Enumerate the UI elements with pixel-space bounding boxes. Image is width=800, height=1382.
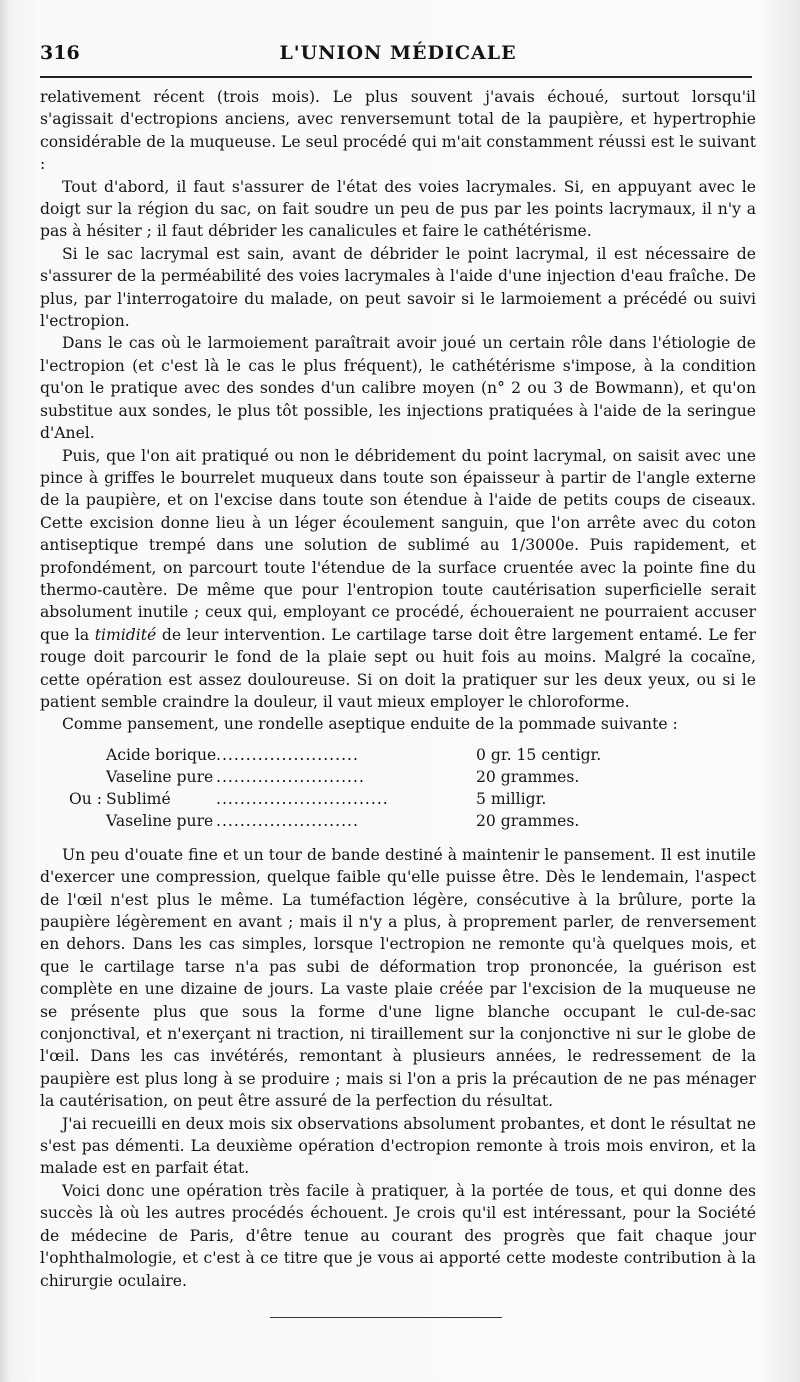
dot-leader: ........................ xyxy=(216,811,359,830)
dot-leader: ............................. xyxy=(216,789,389,808)
closing-rule xyxy=(270,1317,502,1318)
prescription-quantity: 5 milligr. xyxy=(476,789,547,808)
prescription-drug: Acide borique xyxy=(106,745,217,764)
article-body xyxy=(40,86,756,1292)
prescription-row xyxy=(40,766,756,788)
paragraph: relativement récent (trois mois). Le plus souvent j'avais échoué, surtout lorsqu'il s'agissait d'ectropions anciens, avec renversemunt total de la paupière, et hypertrophie considérable de la muqueuse. Le seul procédé qui m'ait constamment réussi est le suivant : xyxy=(40,88,756,174)
header-rule xyxy=(40,76,752,78)
prescription-row xyxy=(40,744,756,766)
prescription-quantity: 20 grammes. xyxy=(476,811,580,830)
prescription-prefix: Ou : xyxy=(68,789,102,808)
paragraph: J'ai recueilli en deux mois six observations absolument probantes, et dont le résultat ne s'est pas démenti. La deuxième opération d'ectropion remonte à trois mois environ, et la malade est en parfait état. xyxy=(40,1114,756,1178)
paragraph: Un peu d'ouate fine et un tour de bande destiné à maintenir le pansement. Il est inutile d'exercer une compression, quelque faible qu'elle puisse être. Dès le lendemain, l'aspect de l'œil n'est plus le même. La tuméfaction légère, consécutive à la brûlure, porte la paupière légèrement en avant ; mais il n'y a plus, à proprement parler, de renversement en dehors. Dans les cas simples, lorsque l'ectropion ne remonte qu'à quelques mois, et que le cartilage tarse n'a pas subi de déformation trop prononcée, la guérison est complète en une dizaine de jours. La vaste plaie créée par l'excision de la muqueuse ne se présente plus que sous la forme d'une ligne blanche occupant le cul-de-sac conjonctival, et n'exerçant ni traction, ni tiraillement sur la conjonctive ni sur le globe de l'œil. Dans les cas invétérés, remontant à plusieurs années, le redressement de la paupière est plus long à se produire ; mais si l'on a pris la précaution de ne pas ménager la cautérisation, on peut être assuré de la perfection du résultat. xyxy=(40,845,756,1111)
prescription-drug: Vaseline pure xyxy=(106,811,214,830)
page-header xyxy=(40,38,756,68)
paragraph: Comme pansement, une rondelle aseptique enduite de la pommade suivante : xyxy=(62,715,678,734)
paragraph-text: de leur intervention. Le cartilage tarse doit être largement entamé. Le fer rouge doit parcourir le fond de la plaie sept ou huit fois au moins. Malgré la cocaïne, cette opération est assez douloureuse. Si on doit la pratiquer sur les deux yeux, ou si le patient semble craindre la douleur, il vaut mieux employer le chloroforme. xyxy=(40,625,756,711)
prescription xyxy=(40,744,756,832)
prescription-row xyxy=(40,788,756,810)
prescription-quantity: 0 gr. 15 centigr. xyxy=(476,745,602,764)
paragraph-text: Puis, que l'on ait pratiqué ou non le débridement du point lacrymal, on saisit avec une pince à griffes le bourrelet muqueux dans toute son épaisseur à partir de l'angle externe de la paupière, et on l'excise dans toute son étendue à l'aide de petits coups de ciseaux. Cette excision donne lieu à un léger écoulement sanguin, que l'on arrête avec du coton antiseptique trempé dans une solution de sublimé au 1/3000e. Puis rapidement, et profondément, on parcourt toute l'étendue de la surface cruentée avec la pointe fine du thermo-cautère. De même que pour l'entropion toute cautérisation superficielle serait absolument inutile ; ceux qui, employant ce procédé, échoueraient ne pourraient accuser que la xyxy=(40,446,756,644)
page-number: 316 xyxy=(40,42,80,64)
prescription-drug: Vaseline pure xyxy=(106,767,214,786)
dot-leader: ......................... xyxy=(216,767,365,786)
emphasis-text: timidité xyxy=(94,625,157,644)
paragraph: Si le sac lacrymal est sain, avant de débrider le point lacrymal, il est nécessaire de s'assurer de la perméabilité des voies lacrymales à l'aide d'une injection d'eau fraîche. De plus, par l'interrogatoire du malade, on peut savoir si le larmoiement a précédé ou suivi l'ectropion. xyxy=(40,244,756,331)
prescription-row xyxy=(40,810,756,832)
prescription-drug: Sublimé xyxy=(106,789,171,808)
prescription-quantity: 20 grammes. xyxy=(476,767,580,786)
running-title: L'UNION MÉDICALE xyxy=(279,42,517,64)
paragraph: Dans le cas où le larmoiement paraîtrait avoir joué un certain rôle dans l'étiologie de l'ectropion (et c'est là le cas le plus fréquent), le cathétérisme s'impose, à la condition qu'on le pratique avec des sondes d'un calibre moyen (n° 2 ou 3 de Bowmann), et qu'on substitue aux sondes, le plus tôt possible, les injections pratiquées à l'aide de la seringue d'Anel. xyxy=(40,334,756,443)
paragraph: Voici donc une opération très facile à pratiquer, à la portée de tous, et qui donne des succès là où les autres procédés échouent. Je crois qu'il est intéressant, pour la Société de médecine de Paris, d'être tenue au courant des progrès que fait chaque jour l'ophthalmologie, et c'est à ce titre que je vous ai apporté cette modeste contribution à la chirurgie oculaire. xyxy=(40,1181,756,1290)
paragraph: Tout d'abord, il faut s'assurer de l'état des voies lacrymales. Si, en appuyant avec le doigt sur la région du sac, on fait soudre un peu de pus par les points lacrymaux, il n'y a pas à hésiter ; il faut débrider les canalicules et faire le cathétérisme. xyxy=(40,177,756,241)
dot-leader: ........................ xyxy=(216,745,359,764)
paragraph xyxy=(40,445,756,714)
